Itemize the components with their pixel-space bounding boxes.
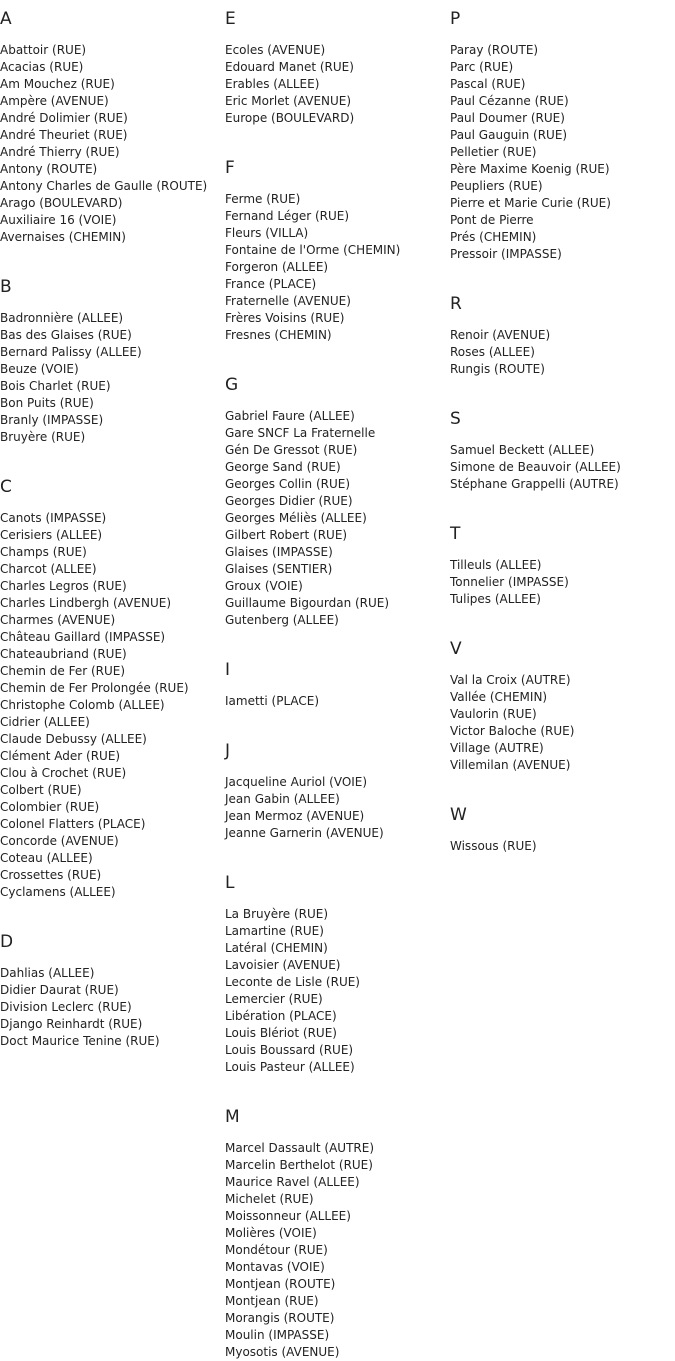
street-link[interactable]: Vaulorin (RUE) xyxy=(450,707,537,721)
street-link[interactable]: Colonel Flatters (PLACE) xyxy=(0,817,146,831)
street-link[interactable]: Fresnes (CHEMIN) xyxy=(225,328,332,342)
street-link[interactable]: Am Mouchez (RUE) xyxy=(0,77,115,91)
street-link[interactable]: Marcel Dassault (AUTRE) xyxy=(225,1141,375,1155)
section-spacer xyxy=(450,493,675,515)
street-link[interactable]: Fraternelle (AVENUE) xyxy=(225,294,351,308)
street-list xyxy=(0,42,225,246)
street-link[interactable]: Moissonneur (ALLEE) xyxy=(225,1209,351,1223)
street-link[interactable]: La Bruyère (RUE) xyxy=(225,907,329,921)
street-link[interactable]: Ecoles (AVENUE) xyxy=(225,43,326,57)
section-spacer xyxy=(225,842,450,864)
street-link[interactable]: Django Reinhardt (RUE) xyxy=(0,1017,143,1031)
street-link[interactable]: Peupliers (RUE) xyxy=(450,179,543,193)
street-link[interactable]: André Theuriet (RUE) xyxy=(0,128,128,142)
street-link[interactable]: Concorde (AVENUE) xyxy=(0,834,119,848)
street-link[interactable]: Claude Debussy (ALLEE) xyxy=(0,732,147,746)
street-list xyxy=(0,310,225,446)
street-link[interactable]: Louis Pasteur (ALLEE) xyxy=(225,1060,355,1074)
section-spacer xyxy=(0,901,225,923)
street-link[interactable]: Auxiliaire 16 (VOIE) xyxy=(0,213,117,227)
street-link[interactable]: Marcelin Berthelot (RUE) xyxy=(225,1158,373,1172)
street-link[interactable]: France (PLACE) xyxy=(225,277,317,291)
street-list xyxy=(450,42,675,263)
street-link[interactable]: Avernaises (CHEMIN) xyxy=(0,230,126,244)
letter-section xyxy=(225,9,450,127)
letter-section xyxy=(450,409,675,493)
street-list xyxy=(225,1140,450,1361)
street-link[interactable]: Paul Gauguin (RUE) xyxy=(450,128,568,142)
street-link[interactable]: Pelletier (RUE) xyxy=(450,145,537,159)
street-list xyxy=(225,693,450,710)
letter-section xyxy=(0,9,225,246)
letter-heading: B xyxy=(0,277,12,297)
street-link[interactable]: Gare SNCF La Fraternelle xyxy=(225,426,376,440)
street-link[interactable]: Stéphane Grappelli (AUTRE) xyxy=(450,477,619,491)
street-link[interactable]: Ferme (RUE) xyxy=(225,192,301,206)
section-spacer xyxy=(450,378,675,400)
letter-section xyxy=(0,932,225,1050)
street-link[interactable]: Antony Charles de Gaulle (ROUTE) xyxy=(0,179,208,193)
street-link[interactable]: Paul Doumer (RUE) xyxy=(450,111,565,125)
street-link[interactable]: Molières (VOIE) xyxy=(225,1226,317,1240)
street-index-column-3 xyxy=(450,0,675,855)
street-link[interactable]: Georges Didier (RUE) xyxy=(225,494,353,508)
street-link[interactable]: Louis Blériot (RUE) xyxy=(225,1026,337,1040)
street-link[interactable]: Georges Collin (RUE) xyxy=(225,477,351,491)
street-link[interactable]: Eric Morlet (AVENUE) xyxy=(225,94,352,108)
street-link[interactable]: Coteau (ALLEE) xyxy=(0,851,93,865)
letter-section xyxy=(0,477,225,901)
letter-heading: V xyxy=(450,639,462,659)
street-link[interactable]: Val la Croix (AUTRE) xyxy=(450,673,571,687)
street-link[interactable]: Montavas (VOIE) xyxy=(225,1260,325,1274)
street-list xyxy=(450,838,675,855)
street-link[interactable]: Ampère (AVENUE) xyxy=(0,94,109,108)
street-link[interactable]: Clément Ader (RUE) xyxy=(0,749,121,763)
street-link[interactable]: Dahlias (ALLEE) xyxy=(0,966,95,980)
street-link[interactable]: Acacias (RUE) xyxy=(0,60,84,74)
street-link[interactable]: Louis Boussard (RUE) xyxy=(225,1043,354,1057)
street-link[interactable]: Bon Puits (RUE) xyxy=(0,396,94,410)
street-index-column-2 xyxy=(225,0,450,1361)
street-link[interactable]: Didier Daurat (RUE) xyxy=(0,983,119,997)
letter-section xyxy=(225,660,450,710)
section-spacer xyxy=(0,446,225,468)
section-spacer xyxy=(450,263,675,285)
street-link[interactable]: Chemin de Fer (RUE) xyxy=(0,664,126,678)
street-link[interactable]: Château Gaillard (IMPASSE) xyxy=(0,630,166,644)
street-link[interactable]: Pascal (RUE) xyxy=(450,77,526,91)
street-list xyxy=(0,510,225,901)
letter-heading: E xyxy=(225,9,236,29)
street-link[interactable]: Morangis (ROUTE) xyxy=(225,1311,335,1325)
street-link[interactable]: Village (AUTRE) xyxy=(450,741,544,755)
street-list xyxy=(450,672,675,774)
street-link[interactable]: Pressoir (IMPASSE) xyxy=(450,247,562,261)
letter-heading: F xyxy=(225,158,235,178)
street-list xyxy=(225,42,450,127)
street-link[interactable]: Fontaine de l'Orme (CHEMIN) xyxy=(225,243,401,257)
street-link[interactable]: Pont de Pierre xyxy=(450,213,534,227)
street-link[interactable]: Arago (BOULEVARD) xyxy=(0,196,123,210)
letter-section xyxy=(450,639,675,774)
street-link[interactable]: Groux (VOIE) xyxy=(225,579,303,593)
letter-section xyxy=(225,375,450,629)
letter-heading: T xyxy=(450,524,461,544)
street-link[interactable]: Frères Voisins (RUE) xyxy=(225,311,345,325)
street-link[interactable]: Paul Cézanne (RUE) xyxy=(450,94,569,108)
street-link[interactable]: Lamartine (RUE) xyxy=(225,924,324,938)
letter-heading: S xyxy=(450,409,461,429)
street-link[interactable]: Cidrier (ALLEE) xyxy=(0,715,90,729)
letter-heading: R xyxy=(450,294,462,314)
section-spacer xyxy=(225,344,450,366)
street-link[interactable]: Parc (RUE) xyxy=(450,60,514,74)
letter-heading: W xyxy=(450,805,467,825)
street-link[interactable]: Abattoir (RUE) xyxy=(0,43,87,57)
street-list xyxy=(0,965,225,1050)
letter-heading: J xyxy=(225,741,231,761)
street-link[interactable]: Jacqueline Auriol (VOIE) xyxy=(225,775,368,789)
section-spacer xyxy=(450,774,675,796)
letter-heading: G xyxy=(225,375,239,395)
street-link[interactable]: Villemilan (AVENUE) xyxy=(450,758,571,772)
street-link[interactable]: Bas des Glaises (RUE) xyxy=(0,328,132,342)
letter-section xyxy=(225,1107,450,1361)
street-link[interactable]: Guillaume Bigourdan (RUE) xyxy=(225,596,390,610)
street-link[interactable]: Iametti (PLACE) xyxy=(225,694,320,708)
street-link[interactable]: Gén De Gressot (RUE) xyxy=(225,443,358,457)
street-link[interactable]: Simone de Beauvoir (ALLEE) xyxy=(450,460,621,474)
street-link[interactable]: Chemin de Fer Prolongée (RUE) xyxy=(0,681,189,695)
street-link[interactable]: Rungis (ROUTE) xyxy=(450,362,545,376)
street-link[interactable]: Gabriel Faure (ALLEE) xyxy=(225,409,355,423)
street-link[interactable]: Erables (ALLEE) xyxy=(225,77,320,91)
street-link[interactable]: Jeanne Garnerin (AVENUE) xyxy=(225,826,384,840)
street-link[interactable]: Branly (IMPASSE) xyxy=(0,413,104,427)
street-link[interactable]: Fernand Léger (RUE) xyxy=(225,209,350,223)
letter-heading: P xyxy=(450,9,461,29)
street-link[interactable]: Cerisiers (ALLEE) xyxy=(0,528,103,542)
street-list xyxy=(450,327,675,378)
street-link[interactable]: Antony (ROUTE) xyxy=(0,162,98,176)
street-link[interactable]: Canots (IMPASSE) xyxy=(0,511,107,525)
street-link[interactable]: Charles Lindbergh (AVENUE) xyxy=(0,596,171,610)
street-link[interactable]: Jean Gabin (ALLEE) xyxy=(225,792,340,806)
street-link[interactable]: Doct Maurice Tenine (RUE) xyxy=(0,1034,160,1048)
street-link[interactable]: Latéral (CHEMIN) xyxy=(225,941,328,955)
street-link[interactable]: Christophe Colomb (ALLEE) xyxy=(0,698,165,712)
street-link[interactable]: Tonnelier (IMPASSE) xyxy=(450,575,569,589)
street-link[interactable]: George Sand (RUE) xyxy=(225,460,341,474)
street-link[interactable]: Montjean (RUE) xyxy=(225,1294,319,1308)
street-link[interactable]: Lavoisier (AVENUE) xyxy=(225,958,341,972)
street-link[interactable]: Paray (ROUTE) xyxy=(450,43,539,57)
street-index-column-1 xyxy=(0,0,225,1050)
street-link[interactable]: Tulipes (ALLEE) xyxy=(450,592,541,606)
street-link[interactable]: André Thierry (RUE) xyxy=(0,145,120,159)
letter-heading: I xyxy=(225,660,231,680)
street-link[interactable]: Clou à Crochet (RUE) xyxy=(0,766,127,780)
street-link[interactable]: Fleurs (VILLA) xyxy=(225,226,309,240)
street-link[interactable]: Myosotis (AVENUE) xyxy=(225,1345,340,1359)
section-spacer xyxy=(225,629,450,651)
street-link[interactable]: Champs (RUE) xyxy=(0,545,87,559)
street-link[interactable]: Wissous (RUE) xyxy=(450,839,537,853)
street-link[interactable]: Bernard Palissy (ALLEE) xyxy=(0,345,142,359)
street-link[interactable]: Maurice Ravel (ALLEE) xyxy=(225,1175,360,1189)
street-link[interactable]: Forgeron (ALLEE) xyxy=(225,260,329,274)
street-link[interactable]: Chateaubriand (RUE) xyxy=(0,647,127,661)
street-link[interactable]: Charles Legros (RUE) xyxy=(0,579,127,593)
street-link[interactable]: Lemercier (RUE) xyxy=(225,992,323,1006)
letter-section xyxy=(450,524,675,608)
street-link[interactable]: Montjean (ROUTE) xyxy=(225,1277,336,1291)
letter-heading: A xyxy=(0,9,12,29)
street-link[interactable]: Bruyère (RUE) xyxy=(0,430,86,444)
letter-section xyxy=(225,873,450,1076)
street-link[interactable]: Père Maxime Koenig (RUE) xyxy=(450,162,610,176)
street-link[interactable]: Moulin (IMPASSE) xyxy=(225,1328,330,1342)
street-link[interactable]: Prés (CHEMIN) xyxy=(450,230,537,244)
letter-heading: L xyxy=(225,873,235,893)
street-list xyxy=(225,191,450,344)
street-list xyxy=(225,906,450,1076)
street-link[interactable]: Beuze (VOIE) xyxy=(0,362,79,376)
letter-section xyxy=(225,741,450,842)
letter-section xyxy=(450,9,675,263)
section-spacer xyxy=(225,1076,450,1098)
street-link[interactable]: Mondétour (RUE) xyxy=(225,1243,328,1257)
street-link[interactable]: Cyclamens (ALLEE) xyxy=(0,885,116,899)
street-link[interactable]: Edouard Manet (RUE) xyxy=(225,60,354,74)
section-spacer xyxy=(0,246,225,268)
street-link[interactable]: André Dolimier (RUE) xyxy=(0,111,128,125)
street-link[interactable]: Bois Charlet (RUE) xyxy=(0,379,111,393)
street-link[interactable]: Badronnière (ALLEE) xyxy=(0,311,124,325)
street-link[interactable]: Leconte de Lisle (RUE) xyxy=(225,975,360,989)
street-list xyxy=(450,442,675,493)
street-link[interactable]: Glaises (SENTIER) xyxy=(225,562,333,576)
street-link[interactable]: Pierre et Marie Curie (RUE) xyxy=(450,196,611,210)
section-spacer xyxy=(225,710,450,732)
street-link[interactable]: Charmes (AVENUE) xyxy=(0,613,116,627)
street-link[interactable]: Michelet (RUE) xyxy=(225,1192,314,1206)
street-link[interactable]: Gilbert Robert (RUE) xyxy=(225,528,348,542)
letter-heading: M xyxy=(225,1107,240,1127)
street-link[interactable]: Georges Méliès (ALLEE) xyxy=(225,511,367,525)
street-link[interactable]: Crossettes (RUE) xyxy=(0,868,102,882)
letter-section xyxy=(0,277,225,446)
street-link[interactable]: Europe (BOULEVARD) xyxy=(225,111,355,125)
street-link[interactable]: Colbert (RUE) xyxy=(0,783,82,797)
street-link[interactable]: Division Leclerc (RUE) xyxy=(0,1000,132,1014)
street-link[interactable]: Glaises (IMPASSE) xyxy=(225,545,333,559)
street-link[interactable]: Jean Mermoz (AVENUE) xyxy=(225,809,365,823)
letter-section xyxy=(450,805,675,855)
street-link[interactable]: Renoir (AVENUE) xyxy=(450,328,551,342)
street-link[interactable]: Roses (ALLEE) xyxy=(450,345,535,359)
letter-heading: D xyxy=(0,932,14,952)
letter-section xyxy=(225,158,450,344)
section-spacer xyxy=(450,608,675,630)
letter-heading: C xyxy=(0,477,12,497)
section-spacer xyxy=(225,127,450,149)
street-list xyxy=(225,774,450,842)
street-list xyxy=(450,557,675,608)
street-link[interactable]: Gutenberg (ALLEE) xyxy=(225,613,339,627)
street-list xyxy=(225,408,450,629)
street-link[interactable]: Charcot (ALLEE) xyxy=(0,562,97,576)
street-link[interactable]: Victor Baloche (RUE) xyxy=(450,724,575,738)
street-link[interactable]: Libération (PLACE) xyxy=(225,1009,337,1023)
street-link[interactable]: Vallée (CHEMIN) xyxy=(450,690,548,704)
street-link[interactable]: Samuel Beckett (ALLEE) xyxy=(450,443,595,457)
street-link[interactable]: Tilleuls (ALLEE) xyxy=(450,558,542,572)
street-link[interactable]: Colombier (RUE) xyxy=(0,800,100,814)
letter-section xyxy=(450,294,675,378)
